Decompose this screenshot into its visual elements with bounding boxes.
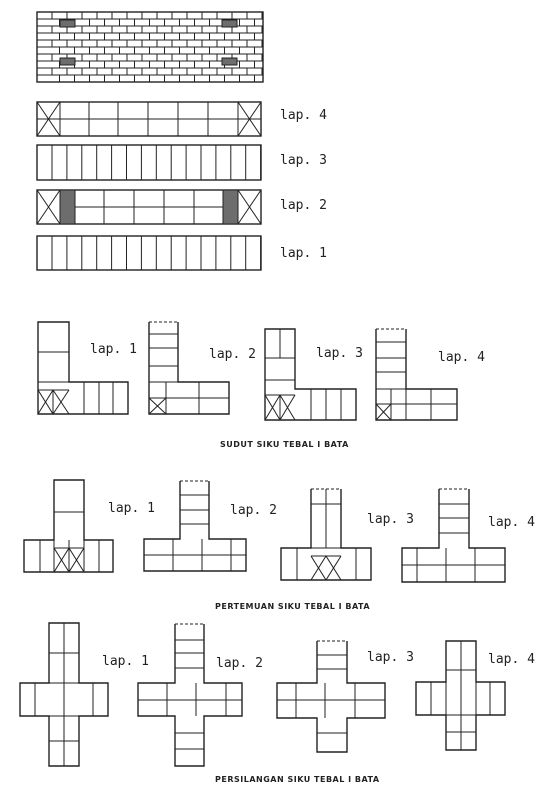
corner-lap-2 <box>149 322 256 414</box>
corner-label-lap-3: lap. 3 <box>316 346 363 361</box>
closer-brick <box>60 20 75 27</box>
wall-plan-lap-1 <box>37 236 327 270</box>
tjunction-lap-2 <box>144 481 277 571</box>
tjunction-lap-1 <box>24 480 155 572</box>
cross-lap-4 <box>416 641 535 750</box>
cross-label-lap-1: lap. 1 <box>102 654 149 669</box>
corner-label-lap-4: lap. 4 <box>438 350 485 365</box>
label-lap-1: lap. 1 <box>280 246 327 261</box>
cross-label-lap-3: lap. 3 <box>367 650 414 665</box>
corner-lap-1 <box>38 322 137 414</box>
caption-sudut: SUDUT SIKU TEBAL I BATA <box>220 440 349 449</box>
wall-elevation <box>37 12 263 82</box>
tjunction-label-lap-4: lap. 4 <box>488 515 535 530</box>
caption-pertemuan: PERTEMUAN SIKU TEBAL I BATA <box>215 602 371 611</box>
closer-brick <box>222 20 237 27</box>
wall-plan-lap-3 <box>37 145 327 180</box>
corner-label-lap-2: lap. 2 <box>209 347 256 362</box>
corner-label-lap-1: lap. 1 <box>90 342 137 357</box>
closer-brick <box>60 58 75 65</box>
wall-plan-lap-2 <box>37 190 327 224</box>
label-lap-3: lap. 3 <box>280 153 327 168</box>
cross-lap-2 <box>138 624 263 766</box>
tjunction-label-lap-2: lap. 2 <box>230 503 277 518</box>
closer-brick <box>222 58 237 65</box>
label-lap-2: lap. 2 <box>280 198 327 213</box>
corner-lap-4 <box>376 329 485 420</box>
tjunction-label-lap-3: lap. 3 <box>367 512 414 527</box>
corner-lap-3 <box>265 329 363 420</box>
cross-label-lap-4: lap. 4 <box>488 652 535 667</box>
tjunction-label-lap-1: lap. 1 <box>108 501 155 516</box>
label-lap-4: lap. 4 <box>280 108 327 123</box>
cross-lap-1 <box>20 623 149 766</box>
caption-persilangan: PERSILANGAN SIKU TEBAL I BATA <box>215 775 380 784</box>
tjunction-lap-4 <box>402 489 535 582</box>
tjunction-lap-3 <box>281 489 414 580</box>
wall-plan-lap-4 <box>37 102 327 136</box>
cross-lap-3 <box>277 641 414 752</box>
cross-label-lap-2: lap. 2 <box>216 656 263 671</box>
